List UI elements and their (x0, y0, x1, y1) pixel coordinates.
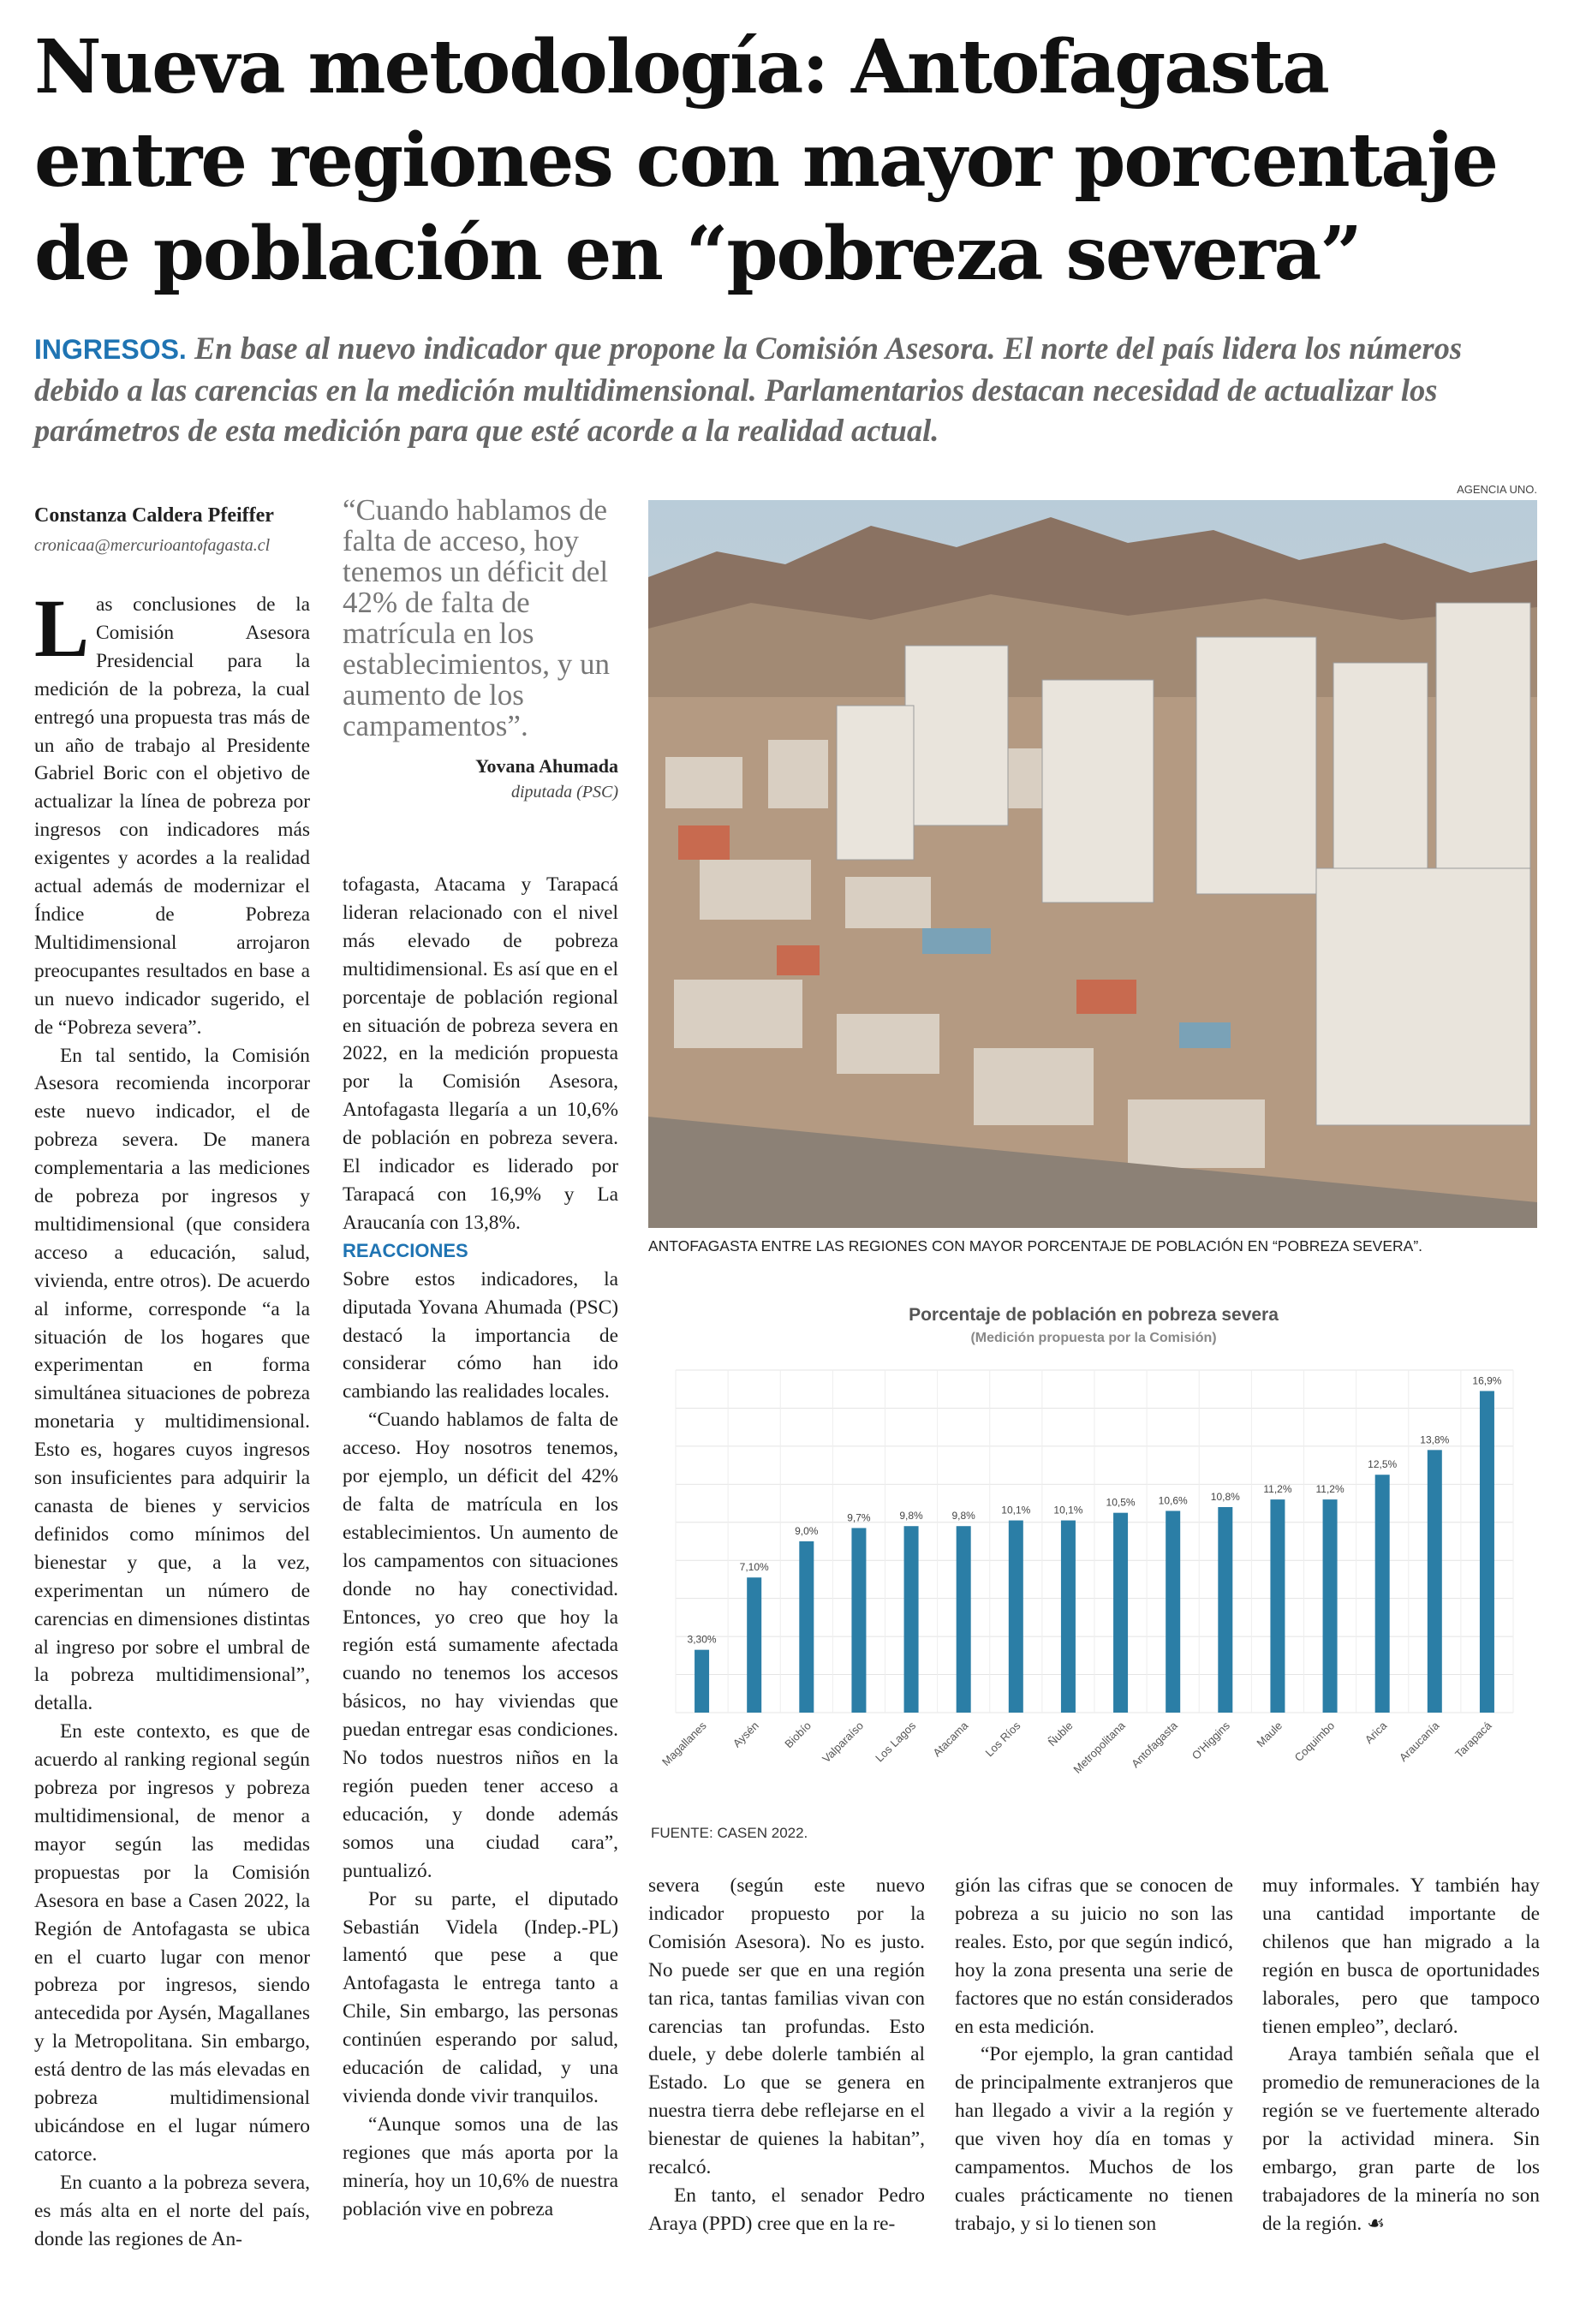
data-label: 12,5% (1368, 1458, 1398, 1471)
pull-quote: “Cuando hablamos de falta de acceso, hoy tenemos un déficit del 42% de falta de matrícula en los establecimientos, y un aumento de los campamentos”. (343, 493, 611, 742)
photo-credit: AGENCIA UNO. (1457, 483, 1537, 496)
pull-quote-role: diputada (PSC) (511, 783, 618, 801)
paragraph: En tal sentido, la Comisión Asesora recomienda incorporar este nuevo indicador, el de pobreza severa. De manera complementaria a las mediciones de pobreza por ingresos y multidimensional (que considera acceso a educación, salud, vivienda, entre otros). De acuerdo al informe, corresponde “a la situación de los hogares que experimentan en forma simultánea situaciones de pobreza monetaria y multidimensional. Esto es, hogares cuyos ingresos son insuficientes para adquirir la canasta de bienes y servicios definidos como mínimos del bienestar y que, a la vez, experimentan un número de carencias en dimensiones distintas al ingreso por sobre el umbral de la pobreza multidimensional”, detalla. (34, 1044, 310, 1715)
bar-antofagasta (1166, 1511, 1180, 1713)
tick-label: Valparaíso (820, 1719, 867, 1766)
bar--uble (1061, 1521, 1076, 1713)
paragraph: “Aunque somos una de las regiones que más aporta por la minería, hoy un 10,6% de nuestra población vive en pobreza (343, 2112, 618, 2220)
headline: Nueva metodología: Antofagasta entre regiones con mayor porcentaje de población en “pobreza severa” (34, 24, 1497, 297)
bar-los-r-os (1009, 1521, 1023, 1713)
bar-valpara-so (851, 1528, 866, 1713)
paragraph: Sobre estos indicadores, la diputada Yovana Ahumada (PSC) destacó la importancia de considerar cómo han ido cambiando las realidades locales. (343, 1267, 618, 1403)
paragraph: En este contexto, es que de acuerdo al ranking regional según pobreza por ingresos y pobreza multidimensional, de menor a mayor según las medidas propuestas por la Comisión Asesora en base a Casen 2022, la Región de Antofagasta se ubica en el cuarto lugar con menor pobreza por ingresos, siendo antecedida por Aysén, Magallanes y la Metropolitana. Sin embargo, está dentro de las más elevadas en pobreza multidimensional ubicándose en el lugar número catorce. (34, 1720, 310, 2166)
paragraph: gión las cifras que se conocen de pobreza a su juicio no son las reales. Esto, por que según indicó, hoy la zona presenta una serie de factores que no están considerados en esta medición. (955, 1874, 1233, 2038)
chart-title: Porcentaje de población en pobreza severa (909, 1305, 1279, 1325)
deck-kicker: INGRESOS. (34, 334, 187, 365)
data-label: 3,30% (687, 1633, 717, 1646)
byline-author: Constanza Caldera Pfeiffer (34, 504, 274, 527)
data-label: 10,1% (1053, 1504, 1083, 1517)
paragraph: “Por ejemplo, la gran cantidad de principalmente extranjeros que han llegado a vivir a la región y que viven hoy día en tomas y campamentos. Muchos de los cuales prácticamente no tienen trabajo, y si lo tienen son (955, 2043, 1233, 2235)
bar-los-lagos (904, 1526, 919, 1713)
paragraph: Por su parte, el diputado Sebastián Videla (Indep.-PL) lamentó que pese a que Antofagasta le entrega tanto a Chile, Sin embargo, las personas continúen esperando por salud, educación de calidad, y una vivienda donde vivir tranquilos. (343, 1887, 618, 2107)
bar-tarapac- (1480, 1391, 1494, 1713)
article-column-2 (343, 871, 618, 2224)
bar-coquimbo (1323, 1499, 1338, 1713)
paragraph: En tanto, el senador Pedro Araya (PPD) cree que en la re- (648, 2184, 925, 2235)
data-label: 10,5% (1106, 1496, 1136, 1509)
city-photo (648, 500, 1537, 1228)
bar-biob-o (799, 1541, 814, 1713)
deck (34, 328, 1554, 450)
tick-label: Araucanía (1396, 1719, 1442, 1765)
drop-cap: L (34, 582, 90, 674)
tick-label: Tarapacá (1452, 1719, 1494, 1761)
tick-label: Biobío (782, 1719, 814, 1751)
article-column-3 (648, 1872, 925, 2238)
tick-label: Los Lagos (873, 1719, 919, 1765)
article-column-5 (1262, 1872, 1540, 2238)
paragraph: “Cuando hablamos de falta de acceso. Hoy nosotros tenemos, por ejemplo, un déficit del 42% de falta de matrícula en los establecimientos. Un aumento de los campamentos con situaciones donde no hay conectividad. Entonces, yo creo que hoy la región está sumamente afectada cuando no tenemos los accesos básicos, no hay viviendas que puedan entregar esas condiciones. No todos nuestros niños en la región pueden tener acceso a educación, y donde además somos una ciudad cara”, puntualizó. (343, 1409, 618, 1882)
data-label: 11,2% (1263, 1483, 1292, 1496)
data-label: 10,6% (1158, 1494, 1188, 1507)
data-label: 10,8% (1210, 1491, 1240, 1503)
subhead-reacciones: REACCIONES (343, 1239, 468, 1261)
chart-source: FUENTE: CASEN 2022. (651, 1825, 808, 1841)
tick-label: Magallanes (659, 1719, 709, 1769)
data-label: 9,7% (847, 1511, 871, 1524)
tick-label: O'Higgins (1189, 1719, 1232, 1762)
paragraph: muy informales. Y también hay una cantidad importante de chilenos que han migrado a la región en busca de oportunidades laborales, pero que tampoco tienen empleo”, declaró. (1262, 1874, 1540, 2038)
bar-araucan-a (1428, 1450, 1442, 1713)
article-column-1 (34, 582, 310, 2253)
bar-metropolitana (1113, 1513, 1128, 1713)
data-label: 9,0% (795, 1525, 819, 1537)
pull-quote-name: Yovana Ahumada (475, 755, 618, 777)
bar-magallanes (695, 1650, 709, 1713)
end-mark-icon: ☙ (1367, 2212, 1386, 2235)
data-label: 10,1% (1001, 1504, 1031, 1517)
bar-maule (1270, 1499, 1285, 1713)
paragraph: Las conclusiones de la Comisión Asesora Presidencial para la medición de la pobreza, la cual entregó una propuesta tras más de un año de trabajo al Presidente Gabriel Boric con el objetivo de actualizar la línea de pobreza por ingresos con indicadores más exigentes y acordes a la realidad actual además de modernizar el Índice de Pobreza Multidimensional arrojaron preocupantes resultados en base a un nuevo indicador sugerido, el de “Pobreza severa”. (34, 582, 310, 1039)
photo-caption: ANTOFAGASTA ENTRE LAS REGIONES CON MAYOR PORCENTAJE DE POBLACIÓN EN “POBREZA SEVERA”. (648, 1237, 1423, 1254)
data-label: 9,8% (951, 1510, 975, 1523)
bar-chart (648, 1349, 1539, 1794)
tick-label: Atacama (930, 1719, 971, 1760)
data-label: 7,10% (739, 1561, 769, 1574)
bar-atacama (957, 1526, 971, 1713)
bar-o-higgins (1218, 1507, 1232, 1713)
bar-ays-n (747, 1577, 761, 1713)
paragraph: severa (según este nuevo indicador propuesto por la Comisión Asesora). No es justo. No puede ser que en una región tan rica, tantas familias vivan con carencias tan profundas. Esto duele, y debe dolerle también al Estado. Lo que se genera en nuestra tierra debe reflejarse en el bienestar de quienes la habitan”, recalcó. (648, 1874, 925, 2179)
tick-label: Aysén (730, 1719, 761, 1750)
paragraph: En cuanto a la pobreza severa, es más alta en el norte del país, donde las regiones de An- (34, 2171, 310, 2250)
tick-label: Maule (1254, 1719, 1285, 1750)
tick-label: Los Ríos (982, 1719, 1023, 1760)
data-label: 9,8% (899, 1510, 923, 1523)
tick-label: Antofagasta (1129, 1719, 1180, 1771)
data-label: 11,2% (1315, 1483, 1344, 1496)
deck-text: En base al nuevo indicador que propone la Comisión Asesora. El norte del país lidera los números debido a las carencias en la medición multidimensional. Parlamentarios destacan necesidad de actualizar los parámetros de esta medición para que esté acorde a la realidad actual. (34, 331, 1463, 448)
byline-email[interactable]: cronicaa@mercurioantofagasta.cl (34, 536, 271, 555)
data-label: 13,8% (1420, 1433, 1450, 1446)
chart-subtitle: (Medición propuesta por la Comisión) (970, 1331, 1217, 1345)
tick-label: Coquimbo (1291, 1719, 1338, 1765)
paragraph: Araya también señala que el promedio de remuneraciones de la región se ve fuertemente alterado por la actividad minera. Sin embargo, gran parte de los trabajadores de la minería no son de la región. ☙ (1262, 2043, 1540, 2235)
data-label: 16,9% (1472, 1374, 1502, 1387)
tick-label: Arica (1362, 1719, 1390, 1747)
tick-label: Ñuble (1045, 1719, 1076, 1749)
article-column-4 (955, 1872, 1233, 2238)
bar-arica (1375, 1475, 1390, 1713)
paragraph: tofagasta, Atacama y Tarapacá lideran relacionado con el nivel más elevado de pobreza multidimensional. Es así que en el porcentaje de población regional en situación de pobreza severa en 2022, en la medición propuesta por la Comisión Asesora, Antofagasta llegaría a un 10,6% de población en pobreza severa. El indicador es liderado por Tarapacá con 16,9% y La Araucanía con 13,8%. (343, 873, 618, 1234)
tick-label: Metropolitana (1070, 1719, 1128, 1776)
